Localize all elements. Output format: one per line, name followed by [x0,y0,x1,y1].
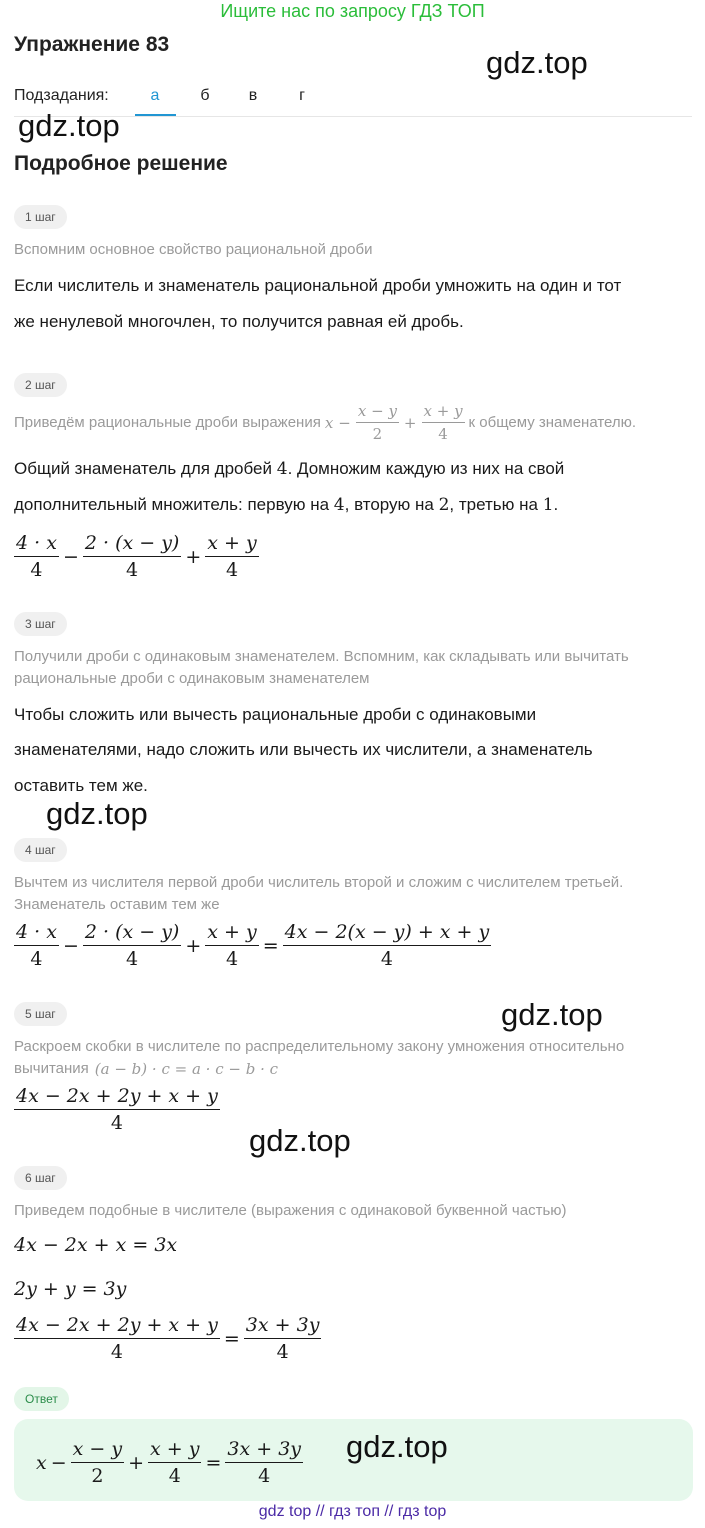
text-part: дополнительный множитель: первую на [14,495,330,514]
fraction-numerator: x + y [422,402,465,423]
math-num: 4 [276,459,288,479]
math-fraction [148,1438,201,1487]
math-fraction [14,1085,220,1134]
tab-subtask-g[interactable]: г [299,87,305,104]
fraction-numerator: x + y [148,1438,201,1463]
fraction-denominator: 4 [30,559,43,581]
fraction-numerator: 2 · (x − y) [83,532,181,557]
fraction-denominator: 2 [91,1465,104,1487]
math-op: + [185,545,202,568]
math-op: − [62,934,79,957]
tab-subtask-b[interactable]: б [200,87,210,104]
formula [14,1314,321,1363]
step-text: знаменателями, надо сложить или вычесть их числители, а знаменатель [14,740,593,759]
search-banner: Ищите нас по запросу ГДЗ ТОП [220,1,485,21]
watermark: gdz.top [501,997,603,1032]
math-fraction [14,1314,220,1363]
math-op: = [205,1451,222,1474]
math-fraction [14,532,59,581]
step-text [14,451,704,487]
math-num: 1 [542,495,554,515]
note-formula: (a − b) · c = a · c − b · c [94,1060,279,1078]
fraction-denominator: 4 [110,1341,123,1363]
step-badge: 5 шаг [14,1002,67,1026]
step-text: Если числитель и знаменатель рациональной дроби умножить на один и тот [14,276,622,295]
note-text: вычитания [14,1060,89,1077]
fraction-denominator: 4 [258,1465,271,1487]
fraction-numerator: x − y [71,1438,124,1463]
watermark: gdz.top [346,1429,448,1464]
math-op: − [50,1451,67,1474]
step-badge: 1 шаг [14,205,67,229]
formula [14,921,491,970]
math-fraction [14,921,59,970]
answer-badge: Ответ [14,1387,69,1411]
text-part: , третью на [449,495,538,514]
fraction-denominator: 4 [168,1465,181,1487]
watermark: gdz.top [486,45,588,80]
math-op: + [185,934,202,957]
fraction-numerator: x + y [205,532,258,557]
tab-subtask-v[interactable]: в [248,87,258,104]
fraction-numerator: 4x − 2x + 2y + x + y [14,1314,220,1339]
math-num: 4 [333,495,345,515]
step-note: рациональные дроби с одинаковым знаменателем [14,670,370,687]
math-op: = [262,934,279,957]
fraction-numerator: x + y [205,921,258,946]
math-op: + [128,1451,145,1474]
watermark: gdz.top [18,108,120,143]
fraction-denominator: 4 [126,948,139,970]
text-part: Общий знаменатель для дробей [14,459,272,478]
fraction-denominator: 4 [30,948,43,970]
fraction-denominator: 4 [110,1112,123,1134]
math-fraction [71,1438,124,1487]
step-badge: 6 шаг [14,1166,67,1190]
formula [14,532,259,581]
footer-watermark: gdz top // гдз топ // гдз top [258,1503,447,1520]
math-fraction [244,1314,322,1363]
fraction-denominator: 4 [225,559,239,581]
step-note [14,402,636,443]
text-part: , вторую на [344,495,434,514]
step-note [14,1058,704,1080]
step-note: Получили дроби с одинаковым знаменателем. Вспомним, как складывать или вычитать [14,648,629,665]
formula [14,1085,220,1134]
note-text: к общему знаменателю. [468,414,637,431]
step-badge: 3 шаг [14,612,67,636]
step-badge: 2 шаг [14,373,67,397]
math-fraction [83,921,181,970]
fraction-numerator: 4 · x [14,532,59,557]
fraction-numerator: 3x + 3y [225,1438,303,1463]
step-text: же ненулевой многочлен, то получится равная ей дробь. [14,312,464,331]
fraction-numerator: 4x − 2(x − y) + x + y [283,921,492,946]
answer-formula [36,1438,303,1487]
math-op: = [223,1327,240,1350]
subtasks-label: Подзадания: [14,87,109,104]
solution-heading: Подробное решение [14,152,228,175]
equation: 4x − 2x + x = 3x [14,1234,178,1256]
watermark: gdz.top [249,1123,351,1158]
math-num: 2 [438,495,450,515]
text-part: . Домножим каждую из них на свой [287,459,565,478]
math-fraction [422,402,465,443]
watermark: gdz.top [46,796,148,831]
math-fraction [83,532,181,581]
equation: 2y + y = 3y [14,1278,127,1300]
text-part: . [553,495,559,514]
fraction-numerator: 4 · x [14,921,59,946]
fraction-numerator: x − y [356,402,399,423]
fraction-denominator: 4 [126,559,139,581]
fraction-denominator: 4 [225,948,239,970]
step-note: Вспомним основное свойство рациональной дроби [14,241,373,258]
math-fraction [205,921,258,970]
note-text: Приведём рациональные дроби выражения [14,414,321,431]
fraction-denominator: 4 [276,1341,289,1363]
page-title: Упражнение 83 [14,33,170,56]
fraction-denominator: 2 [372,425,383,443]
step-badge: 4 шаг [14,838,67,862]
math-op: + [403,413,417,432]
tab-subtask-a[interactable]: а [150,87,160,104]
step-note: Раскроем скобки в числителе по распределительному закону умножения относительно [14,1038,625,1055]
step-text [14,487,704,523]
fraction-numerator: 4x − 2x + 2y + x + y [14,1085,220,1110]
math-var: x [324,413,334,432]
math-fraction [225,1438,303,1487]
math-op: − [338,413,351,432]
math-op: − [62,545,79,568]
step-note: Вычтем из числителя первой дроби числитель второй и сложим с числителем третьей. [14,874,624,891]
step-text: Чтобы сложить или вычесть рациональные дроби с одинаковыми [14,705,537,724]
math-fraction [283,921,492,970]
fraction-numerator: 2 · (x − y) [83,921,181,946]
step-note: Приведем подобные в числителе (выражения с одинаковой буквенной частью) [14,1202,567,1219]
step-text: оставить тем же. [14,776,148,795]
fraction-numerator: 3x + 3y [244,1314,322,1339]
fraction-denominator: 4 [438,425,448,443]
step-note: Знаменатель оставим тем же [14,896,220,913]
math-var: x [36,1451,47,1474]
math-fraction [356,402,399,443]
math-fraction [205,532,258,581]
fraction-denominator: 4 [380,948,393,970]
